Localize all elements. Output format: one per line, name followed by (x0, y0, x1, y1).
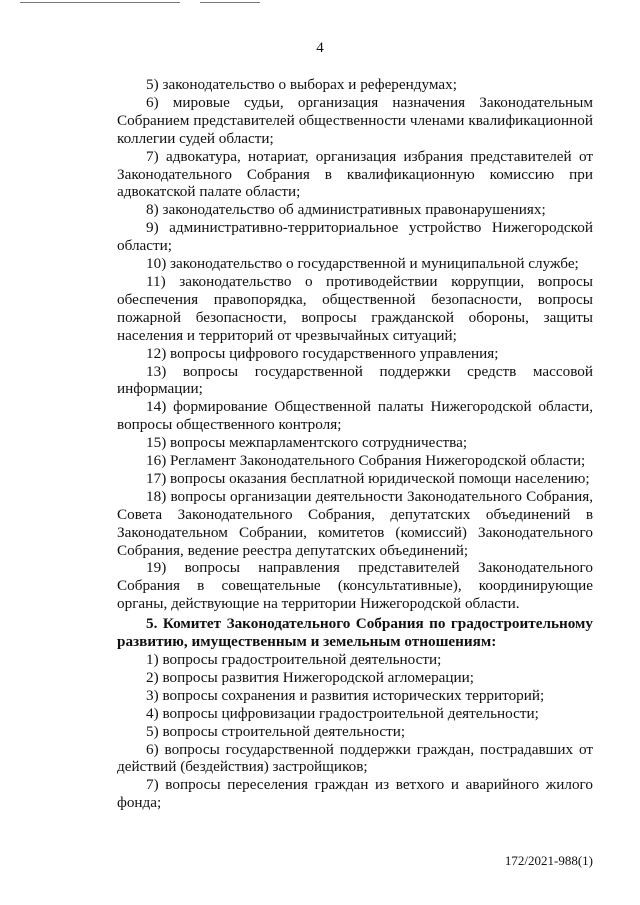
paragraph: 6) мировые судьи, организация назначения Законодательным Собранием представителей общественности членами квалификационной коллегии судей области; (117, 93, 593, 147)
paragraph: 1) вопросы градостроительной деятельности; (146, 651, 442, 668)
paragraph: 3) вопросы сохранения и развития исторических территорий; (146, 686, 545, 704)
paragraph: 8) законодательство об административных правонарушениях; (146, 201, 546, 219)
paragraph: 11) законодательство о противодействии коррупции, вопросы обеспечения правопорядка, общественной безопасности, вопросы пожарной безопасности, вопросы гражданской обороны, защиты населения и территорий от чрезвычайных ситуаций; (117, 272, 593, 344)
document-body (117, 76, 593, 812)
section-heading: 5. Комитет Законодательного Собрания по градостроительному развитию, имущественным и земельным отношениям: (117, 615, 593, 651)
paragraph: 5) вопросы строительной деятельности; (146, 722, 406, 740)
document-code: 172/2021-988(1) (504, 853, 593, 868)
page-number: 4 (316, 40, 324, 56)
paragraph: 5) законодательство о выборах и референдумах; (146, 76, 457, 93)
paragraph: 2) вопросы развития Нижегородской агломерации; (146, 668, 475, 686)
paragraph: 13) вопросы государственной поддержки средств массовой информации; (117, 362, 593, 398)
paragraph: 19) вопросы направления представителей Законодательного Собрания в совещательные (консультативные), координирующие органы, действующие на территории Нижегородской области. (117, 559, 593, 613)
paragraph: 15) вопросы межпарламентского сотрудничества; (146, 434, 468, 452)
paragraph: 17) вопросы оказания бесплатной юридической помощи населению; (146, 469, 590, 487)
paragraph: 12) вопросы цифрового государственного управления; (146, 344, 499, 362)
top-scan-line (20, 2, 180, 3)
paragraph: 9) административно-территориальное устройство Нижегородской области; (117, 219, 593, 255)
paragraph: 4) вопросы цифровизации градостроительной деятельности; (146, 704, 539, 722)
paragraph: 10) законодательство о государственной и муниципальной службе; (146, 255, 579, 273)
paragraph: 7) адвокатура, нотариат, организация избрания представителей от Законодательного Собрания в квалификационную комиссию при адвокатской палате области; (117, 147, 593, 201)
paragraph: 14) формирование Общественной палаты Нижегородской области, вопросы общественного контроля; (117, 398, 593, 434)
paragraph: 18) вопросы организации деятельности Законодательного Собрания, Совета Законодательного Собрания, депутатских объединений в Законодательном Собрании, комитетов (комиссий) Законодательного Собрания, ведение реестра депутатских объединений; (117, 487, 593, 559)
paragraph: 16) Регламент Законодательного Собрания Нижегородской области; (146, 452, 586, 470)
top-scan-line (200, 2, 260, 3)
paragraph: 7) вопросы переселения граждан из ветхого и аварийного жилого фонда; (117, 776, 593, 812)
paragraph: 6) вопросы государственной поддержки граждан, пострадавших от действий (бездействия) застройщиков; (117, 740, 593, 776)
